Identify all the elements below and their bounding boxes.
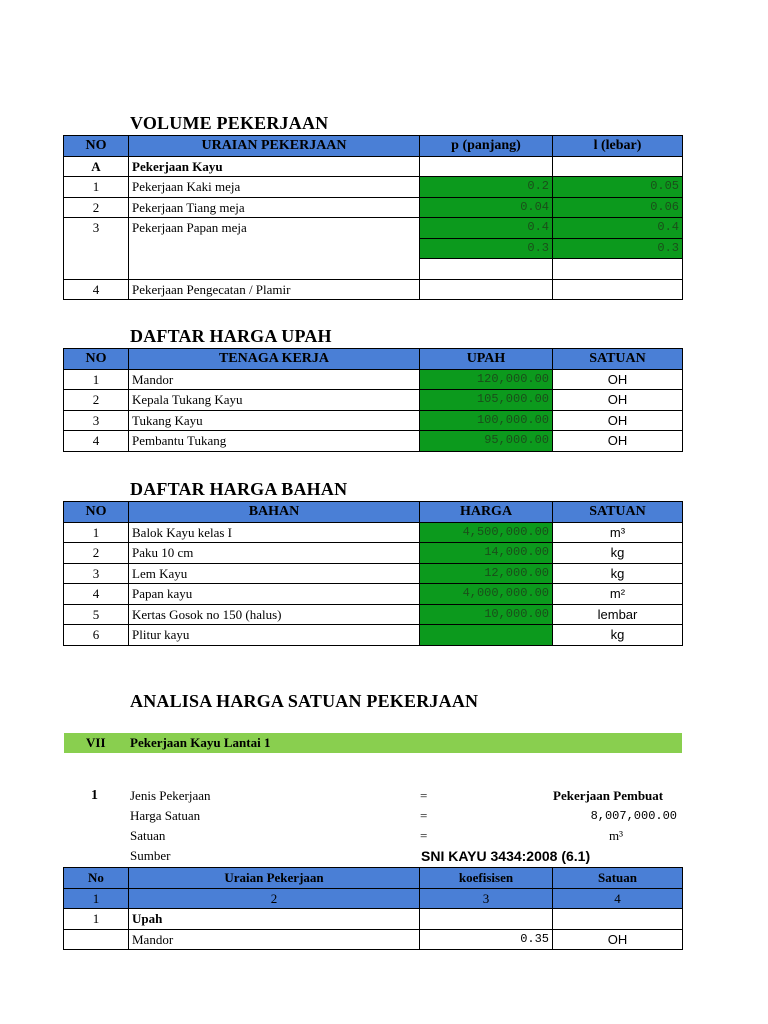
row-label: Tukang Kayu (129, 410, 420, 431)
header-no: No (64, 868, 129, 889)
table-row (64, 410, 683, 431)
header-harga: HARGA (420, 502, 553, 523)
header-satuan: SATUAN (553, 349, 683, 370)
cell (553, 156, 683, 177)
info-value-harga: 8,007,000.00 (590, 809, 677, 823)
info-label-sumber: Sumber (130, 848, 171, 863)
cell-lebar (553, 279, 683, 300)
row-no: 2 (64, 543, 129, 564)
section-label: Upah (129, 909, 420, 930)
row-label: Balok Kayu kelas I (129, 522, 420, 543)
table-row (64, 909, 683, 930)
header-satuan: SATUAN (553, 502, 683, 523)
cell (553, 909, 683, 930)
cell-satuan: kg (553, 563, 683, 584)
volume-table (63, 135, 683, 300)
header-upah: UPAH (420, 349, 553, 370)
cell-panjang: 0.3 (420, 238, 553, 259)
table-header-row (64, 349, 683, 370)
table-header-row (64, 136, 683, 157)
cell-satuan: OH (553, 390, 683, 411)
table-row (64, 625, 683, 646)
cell-lebar: 0.06 (553, 197, 683, 218)
table-row (64, 543, 683, 564)
table-header-row (64, 868, 683, 889)
row-label: Pembantu Tukang (129, 431, 420, 452)
row-label: Mandor (129, 929, 420, 950)
index-2: 2 (129, 888, 420, 909)
bahan-title: DAFTAR HARGA BAHAN (130, 479, 348, 499)
info-value-jenis: Pekerjaan Pembuat (553, 788, 664, 803)
cell-panjang (420, 279, 553, 300)
section-no: 1 (64, 909, 129, 930)
row-label: Pekerjaan Kaki meja (129, 177, 420, 198)
category-label: Pekerjaan Kayu Lantai 1 (130, 735, 271, 750)
cell-satuan: kg (553, 543, 683, 564)
header-satuan: Satuan (553, 868, 683, 889)
row-label: Pekerjaan Pengecatan / Plamir (129, 279, 420, 300)
row-no: 2 (64, 197, 129, 218)
header-bahan: BAHAN (129, 502, 420, 523)
header-uraian: Uraian Pekerjaan (129, 868, 420, 889)
table-header-row (64, 502, 683, 523)
info-eq: = (420, 828, 428, 843)
row-no (64, 929, 129, 950)
row-label: Pekerjaan Papan meja (129, 218, 420, 280)
cell-satuan: m² (553, 584, 683, 605)
category-code: VII (86, 735, 106, 750)
index-4: 4 (553, 888, 683, 909)
info-label-satuan: Satuan (130, 828, 166, 843)
cell-lebar: 0.4 (553, 218, 683, 239)
row-no: 3 (64, 563, 129, 584)
volume-title: VOLUME PEKERJAAN (130, 113, 329, 133)
section-no: A (64, 156, 129, 177)
header-panjang: p (panjang) (420, 136, 553, 157)
info-eq: = (420, 788, 428, 803)
row-no: 3 (64, 218, 129, 280)
row-label: Paku 10 cm (129, 543, 420, 564)
row-label: Mandor (129, 369, 420, 390)
row-no: 2 (64, 390, 129, 411)
header-uraian: URAIAN PEKERJAAN (129, 136, 420, 157)
header-no: NO (64, 502, 129, 523)
row-no: 4 (64, 431, 129, 452)
table-row (64, 563, 683, 584)
row-no: 4 (64, 584, 129, 605)
table-row (64, 431, 683, 452)
cell-harga: 4,500,000.00 (420, 522, 553, 543)
cell-satuan: kg (553, 625, 683, 646)
row-label: Kertas Gosok no 150 (halus) (129, 604, 420, 625)
table-row (64, 390, 683, 411)
work-category-bar (64, 733, 682, 753)
cell-harga (420, 625, 553, 646)
cell-satuan: OH (553, 431, 683, 452)
header-koefisien: koefisisen (420, 868, 553, 889)
info-eq: = (420, 808, 428, 823)
table-row (64, 584, 683, 605)
cell-harga: 12,000.00 (420, 563, 553, 584)
row-no: 1 (64, 522, 129, 543)
header-lebar: l (lebar) (553, 136, 683, 157)
table-index-row (64, 888, 683, 909)
cell (553, 259, 683, 280)
upah-title: DAFTAR HARGA UPAH (130, 326, 332, 346)
cell-upah: 100,000.00 (420, 410, 553, 431)
cell-lebar: 0.3 (553, 238, 683, 259)
info-label-harga: Harga Satuan (130, 808, 201, 823)
cell (420, 156, 553, 177)
cell-koefisien: 0.35 (420, 929, 553, 950)
info-value-satuan: m³ (608, 828, 623, 843)
cell (420, 259, 553, 280)
row-label: Pekerjaan Tiang meja (129, 197, 420, 218)
table-row (64, 197, 683, 218)
table-row (64, 218, 683, 239)
bahan-table (63, 501, 683, 646)
cell-panjang: 0.2 (420, 177, 553, 198)
row-no: 3 (64, 410, 129, 431)
cell-satuan: lembar (553, 604, 683, 625)
cell-harga: 10,000.00 (420, 604, 553, 625)
row-label: Kepala Tukang Kayu (129, 390, 420, 411)
index-1: 1 (64, 888, 129, 909)
row-no: 6 (64, 625, 129, 646)
table-row (64, 369, 683, 390)
row-no: 1 (64, 177, 129, 198)
row-label: Plitur kayu (129, 625, 420, 646)
cell-upah: 120,000.00 (420, 369, 553, 390)
cell-lebar: 0.05 (553, 177, 683, 198)
row-label: Lem Kayu (129, 563, 420, 584)
row-label: Papan kayu (129, 584, 420, 605)
cell-satuan: OH (553, 369, 683, 390)
cell-panjang: 0.04 (420, 197, 553, 218)
info-label-jenis: Jenis Pekerjaan (130, 788, 211, 803)
cell-panjang: 0.4 (420, 218, 553, 239)
cell-satuan: OH (553, 410, 683, 431)
section-label: Pekerjaan Kayu (129, 156, 420, 177)
item-number: 1 (91, 788, 98, 803)
header-no: NO (64, 349, 129, 370)
info-value-sumber: SNI KAYU 3434:2008 (6.1) (421, 848, 591, 864)
analisa-title: ANALISA HARGA SATUAN PEKERJAAN (130, 691, 479, 711)
table-row (64, 604, 683, 625)
table-row (64, 156, 683, 177)
upah-table (63, 348, 683, 452)
cell-upah: 105,000.00 (420, 390, 553, 411)
cell-satuan: OH (553, 929, 683, 950)
cell-harga: 14,000.00 (420, 543, 553, 564)
index-3: 3 (420, 888, 553, 909)
table-row (64, 177, 683, 198)
header-no: NO (64, 136, 129, 157)
row-no: 5 (64, 604, 129, 625)
cell-upah: 95,000.00 (420, 431, 553, 452)
analisa-table (63, 867, 683, 950)
cell-satuan: m³ (553, 522, 683, 543)
row-no: 4 (64, 279, 129, 300)
table-row (64, 522, 683, 543)
table-row (64, 279, 683, 300)
header-tenaga: TENAGA KERJA (129, 349, 420, 370)
table-row (64, 929, 683, 950)
cell (420, 909, 553, 930)
cell-harga: 4,000,000.00 (420, 584, 553, 605)
row-no: 1 (64, 369, 129, 390)
